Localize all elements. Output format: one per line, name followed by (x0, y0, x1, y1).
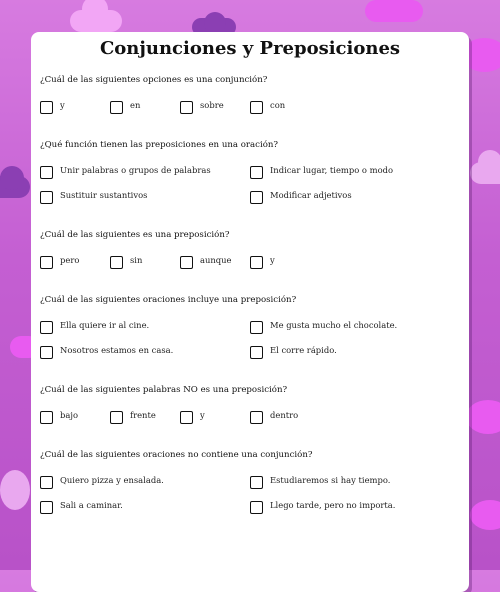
checkbox[interactable] (40, 256, 53, 269)
checkbox[interactable] (40, 346, 53, 359)
question-3: ¿Cuál de las siguientes es una preposición? (40, 230, 230, 240)
option-q1-c[interactable] (180, 100, 224, 114)
option-q4-d[interactable] (250, 345, 337, 359)
option-label: con (270, 100, 286, 110)
checkbox[interactable] (250, 101, 263, 114)
question-5: ¿Cuál de las siguientes palabras NO es una preposición? (40, 385, 288, 395)
option-label: Unir palabras o grupos de palabras (60, 165, 211, 175)
option-label: y (200, 410, 205, 420)
cloud-decoration (204, 12, 226, 34)
option-label: Indicar lugar, tiempo o modo (270, 165, 394, 175)
checkbox[interactable] (250, 191, 263, 204)
option-q2-d[interactable] (250, 190, 352, 204)
option-q2-c[interactable] (40, 190, 147, 204)
option-q3-d[interactable] (250, 255, 275, 269)
checkbox[interactable] (250, 256, 263, 269)
cloud-decoration (478, 150, 500, 174)
cloud-decoration (466, 400, 500, 434)
option-label: pero (60, 255, 80, 265)
option-q6-c[interactable] (40, 500, 123, 514)
option-q4-b[interactable] (250, 320, 397, 334)
option-label: frente (130, 410, 156, 420)
option-label: Estudiaremos si hay tiempo. (270, 475, 391, 485)
checkbox[interactable] (250, 411, 263, 424)
cloud-decoration (365, 0, 423, 22)
checkbox[interactable] (250, 501, 263, 514)
option-q6-d[interactable] (250, 500, 395, 514)
option-label: y (60, 100, 65, 110)
option-label: en (130, 100, 141, 110)
option-label: bajo (60, 410, 78, 420)
option-q2-b[interactable] (250, 165, 393, 179)
option-q1-a[interactable] (40, 100, 65, 114)
checkbox[interactable] (180, 256, 193, 269)
checkbox[interactable] (180, 101, 193, 114)
option-label: Me gusta mucho el chocolate. (270, 320, 398, 330)
option-label: Llego tarde, pero no importa. (270, 500, 396, 510)
option-q4-a[interactable] (40, 320, 149, 334)
option-label: Ella quiere ir al cine. (60, 320, 150, 330)
option-label: Quiero pizza y ensalada. (60, 475, 164, 485)
checkbox[interactable] (40, 101, 53, 114)
checkbox[interactable] (110, 101, 123, 114)
page-title: Conjunciones y Preposiciones (99, 38, 401, 59)
checkbox[interactable] (40, 166, 53, 179)
option-label: aunque (200, 255, 232, 265)
checkbox[interactable] (40, 501, 53, 514)
option-q3-c[interactable] (180, 255, 232, 269)
option-q1-b[interactable] (110, 100, 140, 114)
checkbox[interactable] (250, 346, 263, 359)
option-q5-b[interactable] (110, 410, 156, 424)
question-4: ¿Cuál de las siguientes oraciones incluye una preposición? (40, 295, 297, 305)
cloud-decoration (0, 166, 24, 190)
cloud-decoration (0, 470, 30, 510)
checkbox[interactable] (40, 321, 53, 334)
option-q3-b[interactable] (110, 255, 142, 269)
checkbox[interactable] (250, 321, 263, 334)
option-label: Sustituir sustantivos (60, 190, 148, 200)
option-label: dentro (270, 410, 299, 420)
option-q6-b[interactable] (250, 475, 390, 489)
checkbox[interactable] (250, 166, 263, 179)
option-q3-a[interactable] (40, 255, 79, 269)
option-label: Nosotros estamos en casa. (60, 345, 174, 355)
checkbox[interactable] (40, 411, 53, 424)
option-label: sobre (200, 100, 224, 110)
option-q2-a[interactable] (40, 165, 211, 179)
quiz-card (31, 32, 469, 592)
option-label: Sali a caminar. (60, 500, 123, 510)
checkbox[interactable] (110, 256, 123, 269)
cloud-decoration (470, 500, 500, 530)
option-q1-d[interactable] (250, 100, 285, 114)
checkbox[interactable] (180, 411, 193, 424)
option-q4-c[interactable] (40, 345, 173, 359)
option-q5-a[interactable] (40, 410, 78, 424)
checkbox[interactable] (40, 191, 53, 204)
option-q6-a[interactable] (40, 475, 164, 489)
option-q5-c[interactable] (180, 410, 205, 424)
checkbox[interactable] (250, 476, 263, 489)
question-2: ¿Qué función tienen las preposiciones en una oración? (40, 140, 279, 150)
question-1: ¿Cuál de las siguientes opciones es una conjunción? (40, 75, 268, 85)
checkbox[interactable] (40, 476, 53, 489)
option-q5-d[interactable] (250, 410, 298, 424)
option-label: y (270, 255, 275, 265)
checkbox[interactable] (110, 411, 123, 424)
option-label: Modificar adjetivos (270, 190, 352, 200)
question-6: ¿Cuál de las siguientes oraciones no contiene una conjunción? (40, 450, 313, 460)
option-label: El corre rápido. (270, 345, 337, 355)
option-label: sin (130, 255, 143, 265)
